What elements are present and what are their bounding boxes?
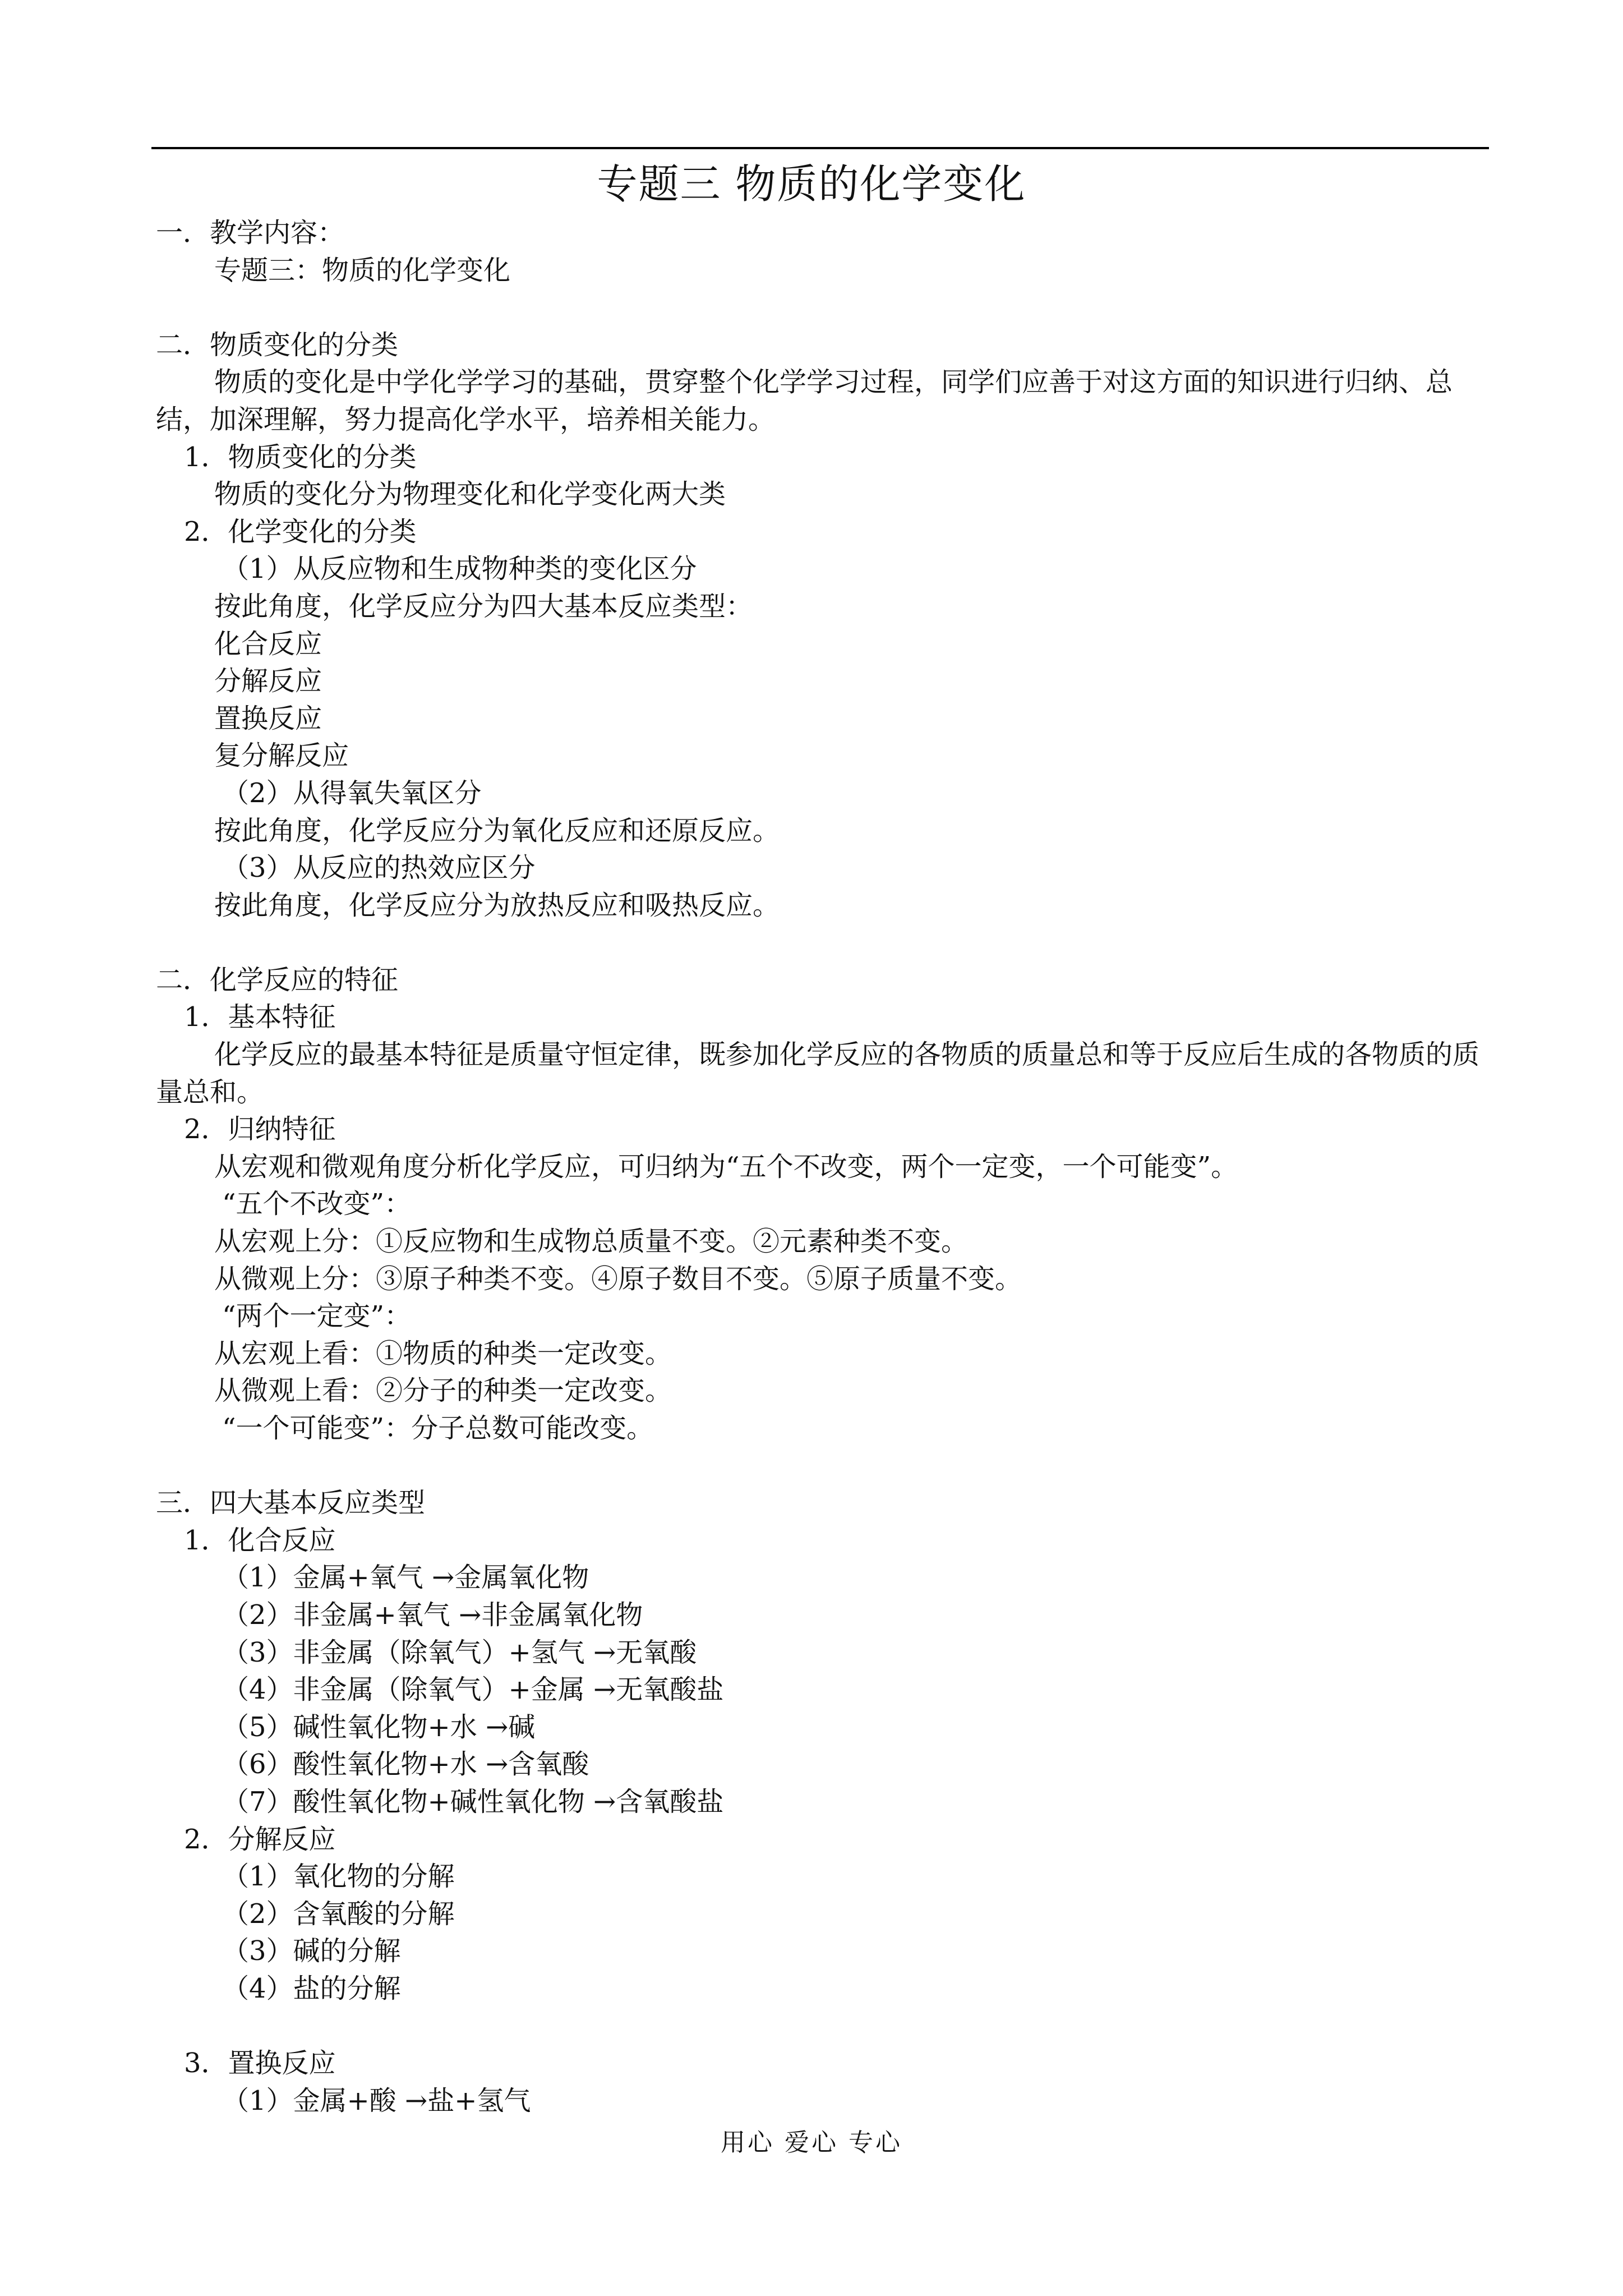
blank-line — [156, 1447, 1491, 1485]
subsection-heading: 1．基本特征 — [184, 1001, 336, 1033]
text-line: （5）碱性氧化物+水 →碱 — [222, 1711, 536, 1743]
section-heading: 二．物质变化的分类 — [156, 329, 399, 361]
blank-line — [156, 289, 1491, 326]
text-line: “一个可能变”：分子总数可能改变。 — [222, 1412, 654, 1444]
text-line: 专题三：物质的化学变化 — [214, 254, 511, 286]
text-line: （2）含氧酸的分解 — [222, 1898, 455, 1930]
paragraph: 物质的变化是中学化学学习的基础，贯穿整个化学学习过程，同学们应善于对这方面的知识进行归纳、总结，加深理解，努力提高化学水平，培养相关能力。 — [156, 366, 1453, 435]
blank-line — [156, 924, 1491, 961]
subsection-heading: 1．物质变化的分类 — [184, 441, 417, 473]
text-line: 化合反应 — [214, 628, 322, 660]
text-line: “两个一定变”： — [222, 1300, 412, 1332]
text-line: 按此角度，化学反应分为放热反应和吸热反应。 — [214, 889, 780, 921]
text-line: （3）碱的分解 — [222, 1935, 401, 1967]
text-line: （3）从反应的热效应区分 — [222, 852, 536, 884]
text-line: 从宏观上分：①反应物和生成物总质量不变。②元素种类不变。 — [214, 1226, 969, 1258]
text-line: （4）盐的分解 — [222, 1972, 401, 2004]
text-line: 按此角度，化学反应分为氧化反应和还原反应。 — [214, 815, 780, 846]
page-title: 专题三 物质的化学变化 — [597, 160, 1026, 208]
section-heading: 一．教学内容： — [156, 217, 345, 249]
subsection-heading: 2．归纳特征 — [184, 1114, 336, 1145]
paragraph: 化学反应的最基本特征是质量守恒定律，既参加化学反应的各物质的质量总和等于反应后生成的各物质的质量总和。 — [156, 1039, 1480, 1108]
text-line: （1）金属+酸 →盐+氢气 — [222, 2085, 531, 2116]
subsection-heading: 3．置换反应 — [184, 2047, 336, 2079]
text-line: 从微观上分：③原子种类不变。④原子数目不变。⑤原子质量不变。 — [214, 1263, 1022, 1295]
text-line: 从宏观上看：①物质的种类一定改变。 — [214, 1337, 672, 1369]
document-body — [156, 214, 1491, 2119]
text-line: （3）非金属（除氧气）+氢气 →无氧酸 — [222, 1636, 697, 1668]
text-line: 物质的变化分为物理变化和化学变化两大类 — [214, 478, 726, 510]
text-line: （2）非金属+氧气 →非金属氧化物 — [222, 1599, 643, 1631]
text-line: （1）金属+氧气 →金属氧化物 — [222, 1562, 589, 1594]
subsection-heading: 2．分解反应 — [184, 1823, 336, 1855]
section-heading: 三．四大基本反应类型 — [156, 1487, 426, 1519]
text-line: （1）氧化物的分解 — [222, 1861, 455, 1893]
text-line: 复分解反应 — [214, 740, 349, 772]
text-line: （2）从得氧失氧区分 — [222, 777, 482, 809]
text-line: “五个不改变”： — [222, 1188, 412, 1220]
text-line: （6）酸性氧化物+水 →含氧酸 — [222, 1749, 589, 1780]
text-line: 按此角度，化学反应分为四大基本反应类型： — [214, 590, 753, 622]
blank-line — [156, 2008, 1491, 2045]
text-line: 从微观上看：②分子的种类一定改变。 — [214, 1375, 672, 1407]
section-heading: 二．化学反应的特征 — [156, 964, 399, 996]
text-line: 从宏观和微观角度分析化学反应，可归纳为“五个不改变，两个一定变，一个可能变”。 — [214, 1151, 1238, 1182]
text-line: 分解反应 — [214, 665, 322, 697]
text-line: （7）酸性氧化物+碱性氧化物 →含氧酸盐 — [222, 1786, 724, 1818]
subsection-heading: 1．化合反应 — [184, 1524, 336, 1556]
subsection-heading: 2．化学变化的分类 — [184, 516, 417, 547]
page-footer: 用心 爱心 专心 — [721, 2128, 902, 2157]
text-line: （1）从反应物和生成物种类的变化区分 — [222, 553, 697, 585]
text-line: 置换反应 — [214, 702, 322, 734]
text-line: （4）非金属（除氧气）+金属 →无氧酸盐 — [222, 1674, 724, 1706]
header-rule — [151, 147, 1489, 149]
